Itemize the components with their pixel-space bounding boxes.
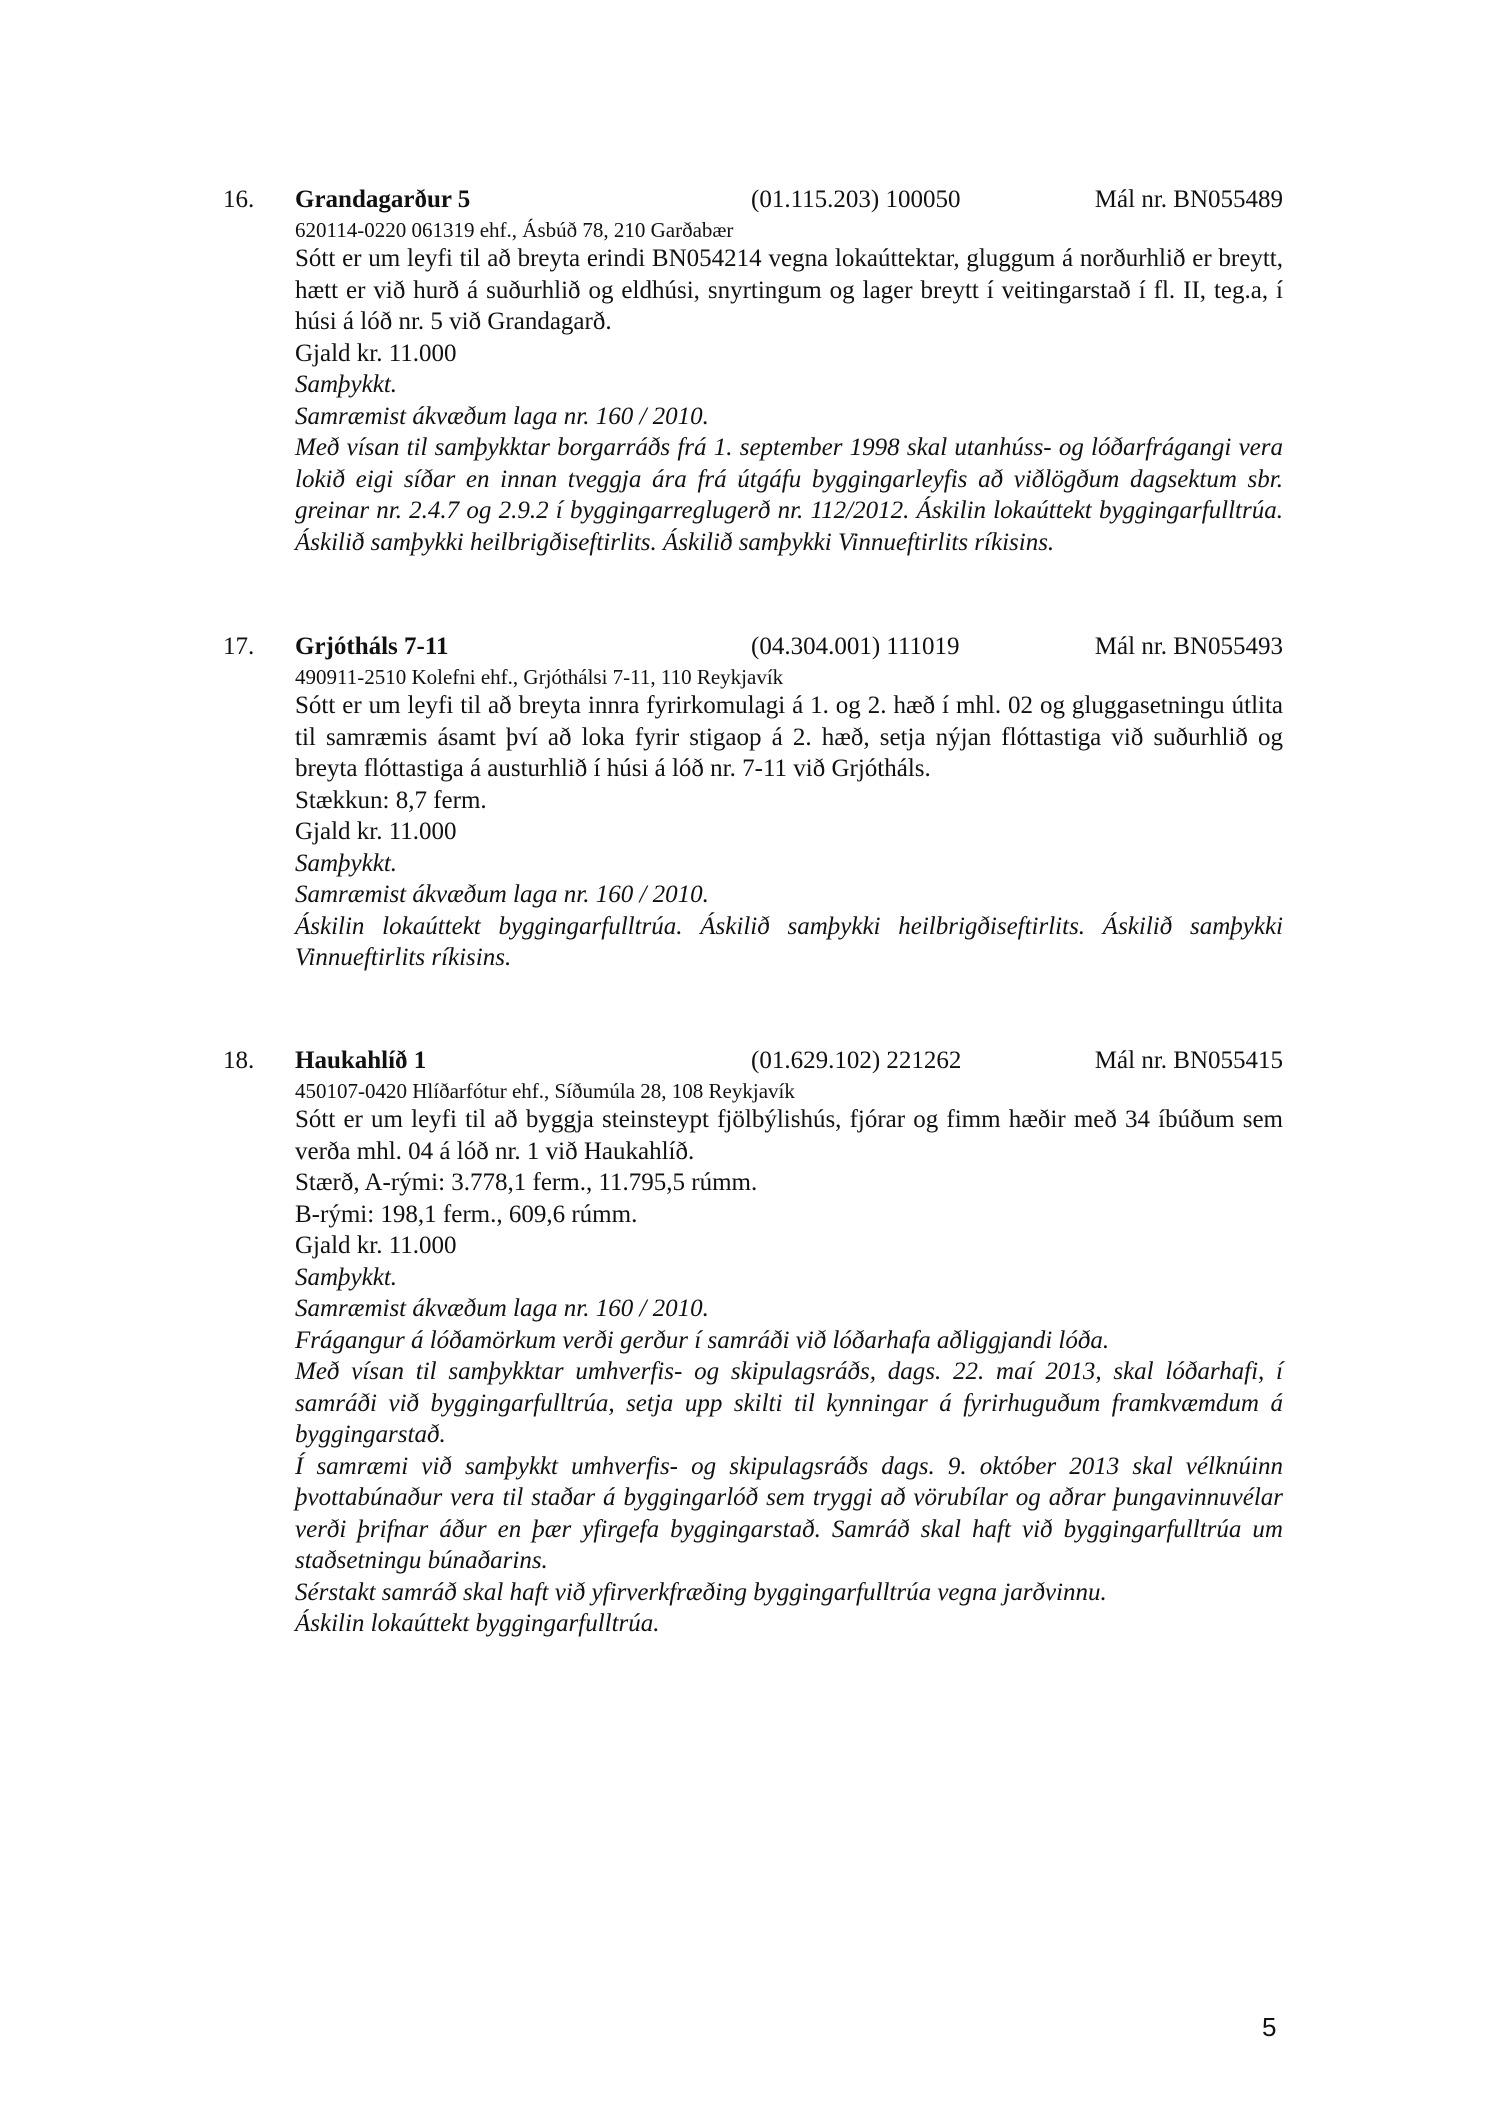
extra-info: B-rými: 198,1 ferm., 609,6 rúmm. <box>295 1200 638 1228</box>
case-reference: Mál nr. BN055493 <box>1094 633 1283 660</box>
condition: Sérstakt samráð skal haft við yfirverkfræðing byggingarfulltrúa vegna jarðvinnu. <box>295 1578 1107 1606</box>
case-item-18 <box>223 1044 1283 1640</box>
decision: Samþykkt. <box>295 1263 398 1291</box>
decision: Samþykkt. <box>295 849 398 877</box>
condition: Frágangur á lóðamörkum verði gerður í samráði við lóðarhafa aðliggjandi lóða. <box>295 1326 1110 1354</box>
description: Sótt er um leyfi til að breyta innra fyrirkomulagi á 1. og 2. hæð í mhl. 02 og gluggasetningu útlita til samræmis ásamt því að loka fyrir stigaop á 2. hæð, setja nýjan flóttastiga við suðurhlið og breyta flóttastiga á austurhlið í húsi á lóð nr. 7-11 við Grjótháls. <box>295 692 1283 782</box>
extra-info: Stærð, A-rými: 3.778,1 ferm., 11.795,5 rúmm. <box>295 1169 758 1196</box>
property-code: (01.115.203) 100050 <box>751 186 961 213</box>
applicant: 620114-0220 061319 ehf., Ásbúð 78, 210 Garðabær <box>295 218 734 242</box>
case-item-16 <box>223 183 1283 558</box>
case-header <box>223 183 1283 217</box>
decision: Samþykkt. <box>295 371 398 398</box>
condition: Áskilin lokaúttekt byggingarfulltrúa. Áskilið samþykki heilbrigðiseftirlits. Áskilið samþykki Vinnueftirlits ríkisins. <box>295 912 1283 971</box>
case-reference: Mál nr. BN055489 <box>1094 186 1283 213</box>
case-header <box>223 1044 1283 1078</box>
case-address: Grandagarður 5 <box>295 186 471 213</box>
case-reference: Mál nr. BN055415 <box>1094 1047 1283 1074</box>
case-item-17 <box>223 630 1283 974</box>
law-reference: Samræmist ákvæðum laga nr. 160 / 2010. <box>295 881 709 908</box>
case-body <box>295 690 1283 974</box>
case-number: 16. <box>223 186 255 213</box>
fee: Gjald kr. 11.000 <box>295 339 457 367</box>
condition: Áskilin lokaúttekt byggingarfulltrúa. <box>295 1610 660 1637</box>
case-body <box>295 243 1283 558</box>
condition: Með vísan til samþykktar umhverfis- og skipulagsráðs, dags. 22. maí 2013, skal lóðarhafi, í samráði við byggingarfulltrúa, setja upp skilti til kynningar á fyrirhuguðum framkvæmdum á byggingarstað. <box>295 1358 1283 1448</box>
law-reference: Samræmist ákvæðum laga nr. 160 / 2010. <box>295 402 709 430</box>
case-body <box>295 1104 1283 1640</box>
extra-info: Stækkun: 8,7 ferm. <box>295 786 487 814</box>
description: Sótt er um leyfi til að byggja steinsteypt fjölbýlishús, fjórar og fimm hæðir með 34 íbúðum sem verða mhl. 04 á lóð nr. 1 við Haukahlíð. <box>295 1106 1283 1165</box>
condition: Í samræmi við samþykkt umhverfis- og skipulagsráðs dags. 9. október 2013 skal vélknúinn þvottabúnaður vera til staðar á byggingarlóð sem tryggi að vörubílar og aðrar þungavinnuvélar verði þrifnar áður en þær yfirgefa byggingarstað. Samráð skal haft við byggingarfulltrúa um staðsetningu búnaðarins. <box>295 1452 1283 1574</box>
page-number: 5 <box>1262 2012 1277 2042</box>
property-code: (01.629.102) 221262 <box>751 1047 962 1074</box>
applicant: 490911-2510 Kolefni ehf., Grjóthálsi 7-11, 110 Reykjavík <box>295 665 784 689</box>
case-address: Haukahlíð 1 <box>295 1047 427 1074</box>
applicant: 450107-0420 Hlíðarfótur ehf., Síðumúla 28, 108 Reykjavík <box>295 1079 795 1103</box>
law-reference: Samræmist ákvæðum laga nr. 160 / 2010. <box>295 1295 709 1322</box>
case-number: 18. <box>223 1047 255 1074</box>
case-header <box>223 630 1283 664</box>
fee: Gjald kr. 11.000 <box>295 1232 457 1259</box>
fee: Gjald kr. 11.000 <box>295 818 457 845</box>
description: Sótt er um leyfi til að breyta erindi BN054214 vegna lokaúttektar, gluggum á norðurhlið er breytt, hætt er við hurð á suðurhlið og eldhúsi, snyrtingum og lager breytt í veitingarstað í fl. II, teg.a, í húsi á lóð nr. 5 við Grandagarð. <box>295 245 1283 335</box>
case-address: Grjótháls 7-11 <box>295 633 449 660</box>
condition: Með vísan til samþykktar borgarráðs frá 1. september 1998 skal utanhúss- og lóðarfrágangi vera lokið eigi síðar en innan tveggja ára frá útgáfu byggingarleyfis að viðlögðum dagsektum sbr. greinar nr. 2.4.7 og 2.9.2 í byggingarreglugerð nr. 112/2012. Áskilin lokaúttekt byggingarfulltrúa. Áskilið samþykki heilbrigðiseftirlits. Áskilið samþykki Vinnueftirlits ríkisins. <box>295 434 1283 556</box>
case-number: 17. <box>223 633 255 660</box>
property-code: (04.304.001) 111019 <box>751 633 960 660</box>
